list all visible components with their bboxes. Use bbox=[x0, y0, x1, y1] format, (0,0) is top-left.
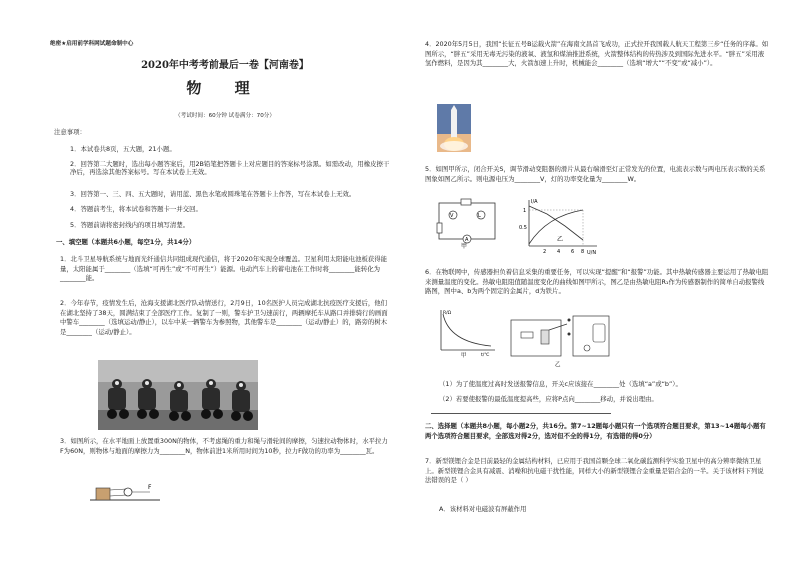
svg-text:V: V bbox=[450, 213, 454, 219]
watermark-text: 绝密★启用前学科网试题命制中心 bbox=[50, 41, 134, 47]
notes-heading: 注意事项： bbox=[54, 128, 86, 136]
question-7: 7．新型镁锂合金是目前最轻的金属结构材料，已应用于我国首颗全球二氧化碳监测科学实验卫星中的高分辨率微纳卫星上。新型镁锂合金具有减震、消噪和抗电磁干扰性能，同样大小的新型镁锂合金重量是铝合金的一半。关于该材料下列说法错误的是（ ） bbox=[425, 457, 764, 484]
iu-y-tick: 0.5 bbox=[519, 225, 527, 231]
alarm-circuit-label-yi: 乙 bbox=[555, 362, 561, 368]
iu-axis-x-label: U/N bbox=[587, 250, 597, 256]
exam-title: 2020年中考考前最后一卷【河南卷】 bbox=[141, 60, 309, 71]
iu-x-tick: 4 bbox=[557, 249, 561, 255]
iu-x-tick: 6 bbox=[571, 249, 575, 255]
svg-text:L: L bbox=[478, 213, 481, 219]
question-6-part-1: （1）为了使温度过高时发送报警信息，开关c应该接在________处（选填“a”或“b”）。 bbox=[439, 380, 682, 388]
subject-title: 物 理 bbox=[186, 79, 264, 97]
iu-x-tick: 8 bbox=[581, 249, 585, 255]
rt-graph-label-jia: 甲 bbox=[461, 353, 467, 358]
resistance-temperature-graph bbox=[433, 306, 499, 358]
section2-heading: 二、选择题（本题共8小题，每小题2分，共16分。第7~12题每小题只有一个选项符合题目要求，第13~14题每小题有两个选项符合题目要求，全部选对得2分，选对但不全的得1分，有选错的得0分） bbox=[425, 422, 766, 440]
question-6-part-2: （2）若要使报警的最低温度提高些，应将P点向________移动，并说出理由。 bbox=[439, 395, 658, 403]
iu-graph-label-yi: 乙 bbox=[557, 236, 564, 243]
question-4: 4．2020年5月5日，我国“长征五号B运载火箭”在海南文昌首飞成功，正式拉开我国载人航天工程第三步“任务的序幕。如图所示，“胖五”采用无毒无污染的液氧、液氢和煤油推进系统，火箭整体结构的传热涉及到国际先进水平。“胖五”采用液氢作燃料，是因为其________大，火箭加速上升时，机械能会________（选填“增大”“不变”或“减小”）。 bbox=[425, 40, 769, 67]
iu-y-tick: 1 bbox=[523, 208, 527, 214]
iu-x-tick: 2 bbox=[543, 249, 547, 255]
rt-axis-y-label: R/Ω bbox=[443, 311, 452, 316]
question-3: 3．如图所示，在水平地面上放置重300N的物体，不考虑绳的重力和绳与滑轮间的摩擦，匀速拉动物体时，水平拉力F为60N，则物体与地面的摩擦力为________N，物体前进1米所用时间为10秒，拉力F做功的功率为________瓦。 bbox=[60, 437, 388, 455]
pulley-diagram bbox=[90, 480, 160, 502]
rocket-launch-photo bbox=[437, 104, 471, 152]
section1-heading: 一、填空题（本题共6小题，每空1分，共14分） bbox=[56, 238, 196, 246]
alarm-circuit-diagram bbox=[507, 310, 617, 370]
question-2: 2．今年春节，疫情发生后，沧海支援湖北医疗队动情送行，2月9日，10名医护人员完成湖北抗疫医疗支援后，他们在湖北坚持了38天，圆满结束了全部医疗工作。复制了一则，警车护卫匀速前行，两辆摩托车从路口并排骑行的画面中警车________（选填运动/静止），以车中某一辆警车为参照物，其他警车是________（运动/静止）的，路旁的树木是________（运动/静止）。 bbox=[60, 299, 388, 336]
iu-axis-y-label: I/A bbox=[531, 199, 538, 205]
notes-item: 2．回答第二大题时，选出每小题答案后，用2B铅笔把答题卡上对应题目的答案标号涂黑。如需改动，用橡皮擦干净后，再选涂其他答案标号。写在本试卷上无效。 bbox=[70, 160, 390, 176]
question-6: 6．在物联网中，传感器担负着信息采集的重要任务，可以实现“提醒”和“报警”功能。其中热敏传感器主要运用了热敏电阻来测量温度的变化。热敏电阻阻值随温度变化的曲线如图甲所示，图乙是由热敏电阻R₁作为传感器制作的简单自动报警线路图，图中a、b为两个固定的金属片，d为铁片。 bbox=[425, 268, 769, 295]
answer-line bbox=[431, 413, 611, 414]
question-5: 5．如图甲所示，闭合开关S，调节滑动变阻器的滑片从最右端滑至灯正常发光的位置，电流表示数与两电压表示数的关系图象如图乙所示。则电源电压为________V，灯的功率变化量为________W。 bbox=[425, 165, 766, 183]
pulley-force-label: F bbox=[148, 484, 152, 491]
question-7-option-a: A．该材料对电磁波有屏蔽作用 bbox=[439, 505, 527, 513]
notes-item: 5．答题前请将密封线内的项目填写清楚。 bbox=[70, 221, 190, 229]
svg-text:A: A bbox=[465, 237, 469, 243]
notes-item: 3．回答第一、三、四、五大题时，请用蓝、黑色水笔或圆珠笔在答题卡上作答，写在本试卷上无效。 bbox=[70, 190, 356, 198]
circuit-label-jia: 甲 bbox=[461, 243, 468, 249]
notes-item: 4．答题前考生，将本试卷和答题卡一并交回。 bbox=[70, 205, 202, 213]
police-motorcycle-photo bbox=[98, 360, 258, 430]
rt-axis-x-label: t/℃ bbox=[481, 353, 490, 358]
question-1: 1．北斗卫星导航系统与地面光纤通信共同组成现代通信，将于2020年实现全球覆盖。卫星利用太阳能电池板获得能量，太阳能属于________（选填“可再生”或“不可再生”）能源。电动汽车上的蓄电池在工作时将________能转化为________能。 bbox=[60, 255, 388, 282]
circuit-diagram-jia bbox=[433, 197, 503, 249]
iu-graph-yi bbox=[517, 196, 601, 256]
exam-info: （考试时间：60分钟 试卷满分：70分） bbox=[175, 113, 275, 119]
notes-item: 1．本试卷共8页，五大题，21小题。 bbox=[70, 145, 176, 153]
